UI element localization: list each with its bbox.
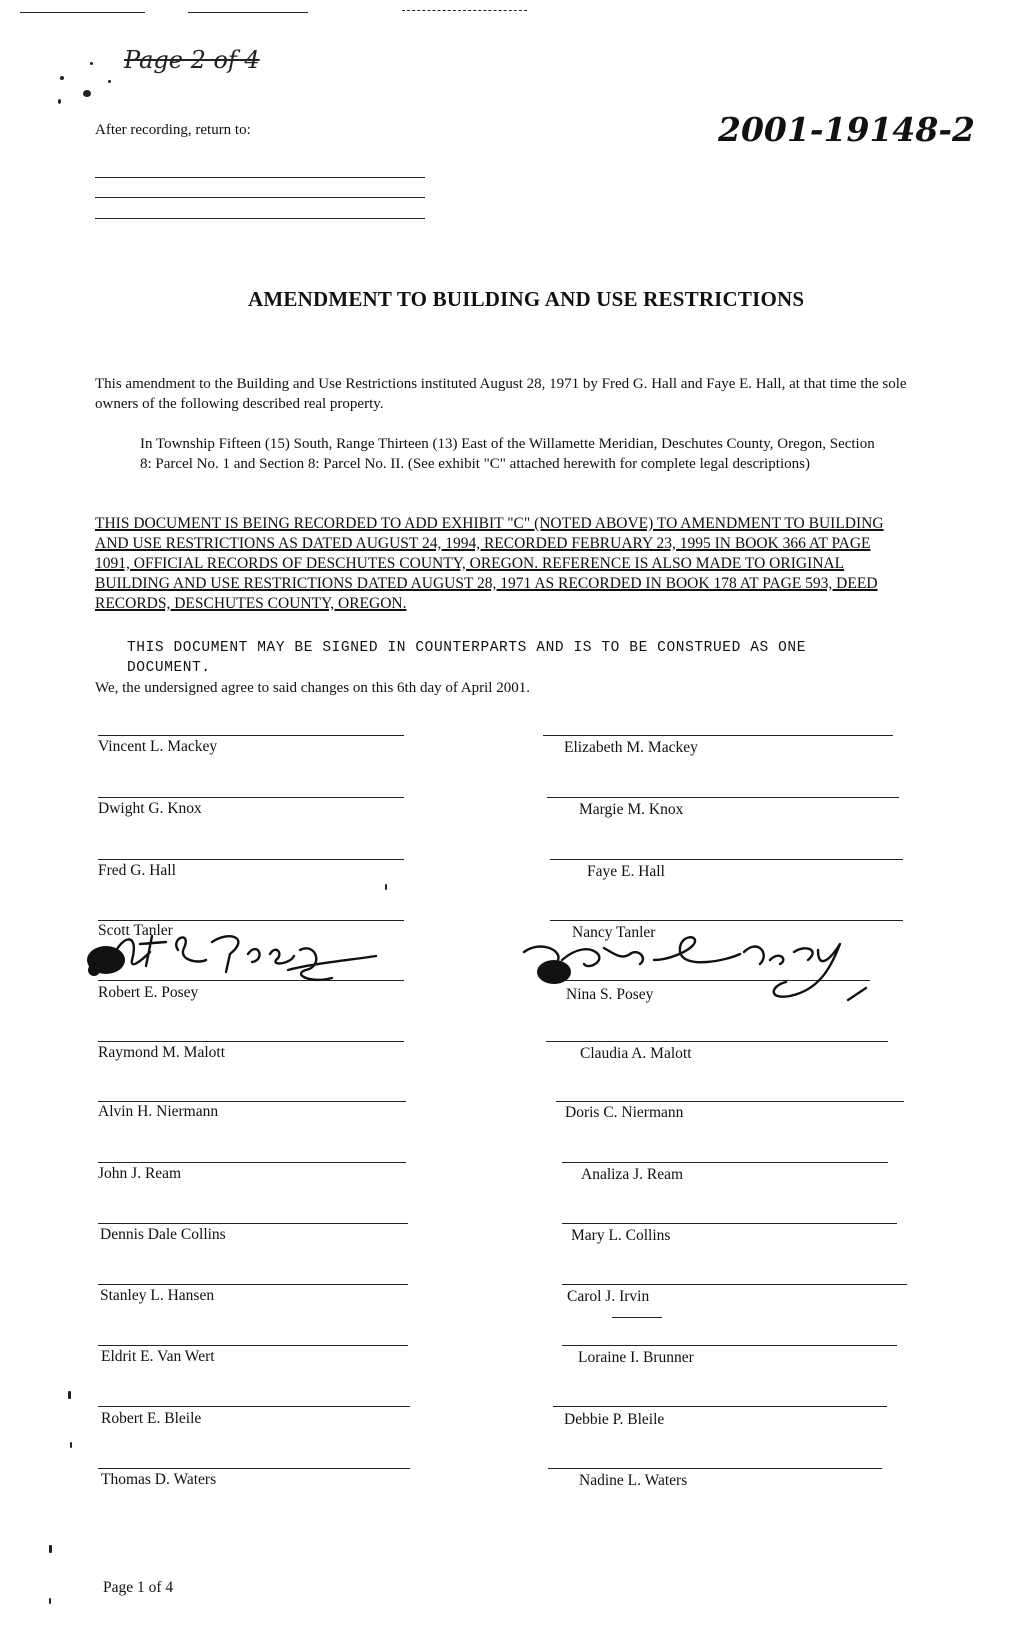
signatory-name: Claudia A. Malott bbox=[580, 1045, 692, 1062]
recording-notice: THIS DOCUMENT IS BEING RECORDED TO ADD EXHIBIT "C" (NOTED ABOVE) TO AMENDMENT TO BUILDING AND USE RESTRICTIONS AS DATED AUGUST 24, 1994, RECORDED FEBRUARY 23, 1995 IN BOOK 366 AT PAGE 1091, OFFICIAL RECORDS OF DESCHUTES COUNTY, OREGON. REFERENCE IS ALSO MADE TO ORIGINAL BUILDING AND USE RESTRICTIONS DATED AUGUST 28, 1971 AS RECORDED IN BOOK 178 AT PAGE 593, DEED RECORDS, DESCHUTES COUNTY, OREGON. bbox=[95, 515, 884, 612]
speck bbox=[385, 884, 387, 890]
return-address-line-3 bbox=[95, 218, 425, 219]
signatory-name: Stanley L. Hansen bbox=[100, 1287, 215, 1304]
signature-line[interactable] bbox=[562, 1345, 897, 1346]
signature-line[interactable] bbox=[98, 859, 404, 860]
return-label: After recording, return to: bbox=[95, 122, 251, 138]
signatory-name: Robert E. Bleile bbox=[101, 1410, 202, 1427]
top-rule-1 bbox=[20, 12, 145, 13]
signatory-name: Eldrit E. Van Wert bbox=[101, 1348, 215, 1365]
signatory-name: Carol J. Irvin bbox=[567, 1288, 650, 1305]
signatory-name: Raymond M. Malott bbox=[98, 1044, 226, 1061]
top-rule-2 bbox=[188, 12, 308, 13]
signature-nina-posey bbox=[518, 930, 878, 1020]
intro-paragraph: This amendment to the Building and Use Restrictions instituted August 28, 1971 by Fred G. Hall and Faye E. Hall, at that time the sole owners of the following described real property. bbox=[95, 376, 907, 412]
signature-line[interactable] bbox=[556, 1101, 904, 1102]
signature-line[interactable] bbox=[562, 1284, 907, 1285]
signatory-name: Margie M. Knox bbox=[579, 801, 684, 818]
signatory-name: Mary L. Collins bbox=[571, 1227, 671, 1244]
signature-line[interactable] bbox=[546, 1041, 888, 1042]
signatory-name: Vincent L. Mackey bbox=[98, 738, 218, 755]
signature-line[interactable] bbox=[550, 859, 903, 860]
recording-number: 2001-19148-2 bbox=[718, 110, 976, 149]
signature-line[interactable] bbox=[98, 920, 404, 921]
signatory-name: Nadine L. Waters bbox=[579, 1472, 688, 1489]
signatory-name: Dennis Dale Collins bbox=[100, 1226, 226, 1243]
stray-mark bbox=[612, 1317, 662, 1318]
speck bbox=[58, 99, 61, 104]
signature-line[interactable] bbox=[547, 797, 899, 798]
signatory-name: Fred G. Hall bbox=[98, 862, 176, 879]
signature-line[interactable] bbox=[548, 1468, 882, 1469]
return-address-line-1 bbox=[95, 177, 425, 178]
speck bbox=[68, 1391, 71, 1399]
signatory-name: Thomas D. Waters bbox=[101, 1471, 217, 1488]
signatory-name: Analiza J. Ream bbox=[581, 1166, 684, 1183]
agreement-statement: We, the undersigned agree to said changes on this 6th day of April 2001. bbox=[95, 680, 530, 696]
signature-line[interactable] bbox=[98, 1468, 410, 1469]
property-description: In Township Fifteen (15) South, Range Thirteen (13) East of the Willamette Meridian, Deschutes County, Oregon, Section 8: Parcel No. 1 and Section 8: Parcel No. II. (See exhibit "C" attached herewith for complete legal descriptions) bbox=[140, 436, 875, 472]
signature-line[interactable] bbox=[98, 1223, 408, 1224]
signature-line[interactable] bbox=[562, 1223, 897, 1224]
signature-robert-posey bbox=[80, 930, 380, 998]
page-marker: Page 2 of 4 bbox=[124, 46, 260, 74]
speck bbox=[49, 1598, 51, 1604]
counterparts-notice: THIS DOCUMENT MAY BE SIGNED IN COUNTERPARTS AND IS TO BE CONSTRUED AS ONE DOCUMENT. bbox=[127, 640, 807, 676]
signature-line[interactable] bbox=[98, 1284, 408, 1285]
signatory-name: Doris C. Niermann bbox=[565, 1104, 684, 1121]
signature-line[interactable] bbox=[98, 1406, 410, 1407]
speck bbox=[108, 80, 111, 83]
signature-line[interactable] bbox=[98, 1101, 406, 1102]
speck bbox=[49, 1545, 52, 1553]
signatory-name: Nina S. Posey bbox=[566, 986, 654, 1003]
signatory-name: Dwight G. Knox bbox=[98, 800, 202, 817]
signatory-name: Nancy Tanler bbox=[572, 924, 656, 941]
signature-line[interactable] bbox=[98, 797, 404, 798]
speck bbox=[83, 90, 91, 97]
signatory-name: Scott Tanler bbox=[98, 922, 173, 939]
signatory-name: Loraine I. Brunner bbox=[578, 1349, 694, 1366]
signatory-name: Robert E. Posey bbox=[98, 984, 199, 1001]
speck bbox=[70, 1442, 72, 1448]
signature-line[interactable] bbox=[562, 1162, 888, 1163]
return-address-line-2 bbox=[95, 197, 425, 198]
signature-line[interactable] bbox=[98, 735, 404, 736]
signatory-name: Debbie P. Bleile bbox=[564, 1411, 665, 1428]
speck bbox=[60, 76, 64, 80]
signature-line[interactable] bbox=[543, 735, 893, 736]
signature-line[interactable] bbox=[98, 1345, 408, 1346]
signatory-name: Faye E. Hall bbox=[587, 863, 665, 880]
page-number: Page 1 of 4 bbox=[103, 1579, 174, 1596]
signature-line[interactable] bbox=[550, 920, 903, 921]
signatory-name: Alvin H. Niermann bbox=[98, 1103, 219, 1120]
signature-line[interactable] bbox=[553, 1406, 887, 1407]
signature-line[interactable] bbox=[98, 1041, 404, 1042]
speck bbox=[90, 62, 93, 65]
signatory-name: John J. Ream bbox=[98, 1165, 182, 1182]
top-rule-3 bbox=[402, 10, 527, 11]
document-title: AMENDMENT TO BUILDING AND USE RESTRICTIONS bbox=[248, 287, 805, 311]
signatory-name: Elizabeth M. Mackey bbox=[564, 739, 698, 756]
signature-line[interactable] bbox=[98, 1162, 406, 1163]
